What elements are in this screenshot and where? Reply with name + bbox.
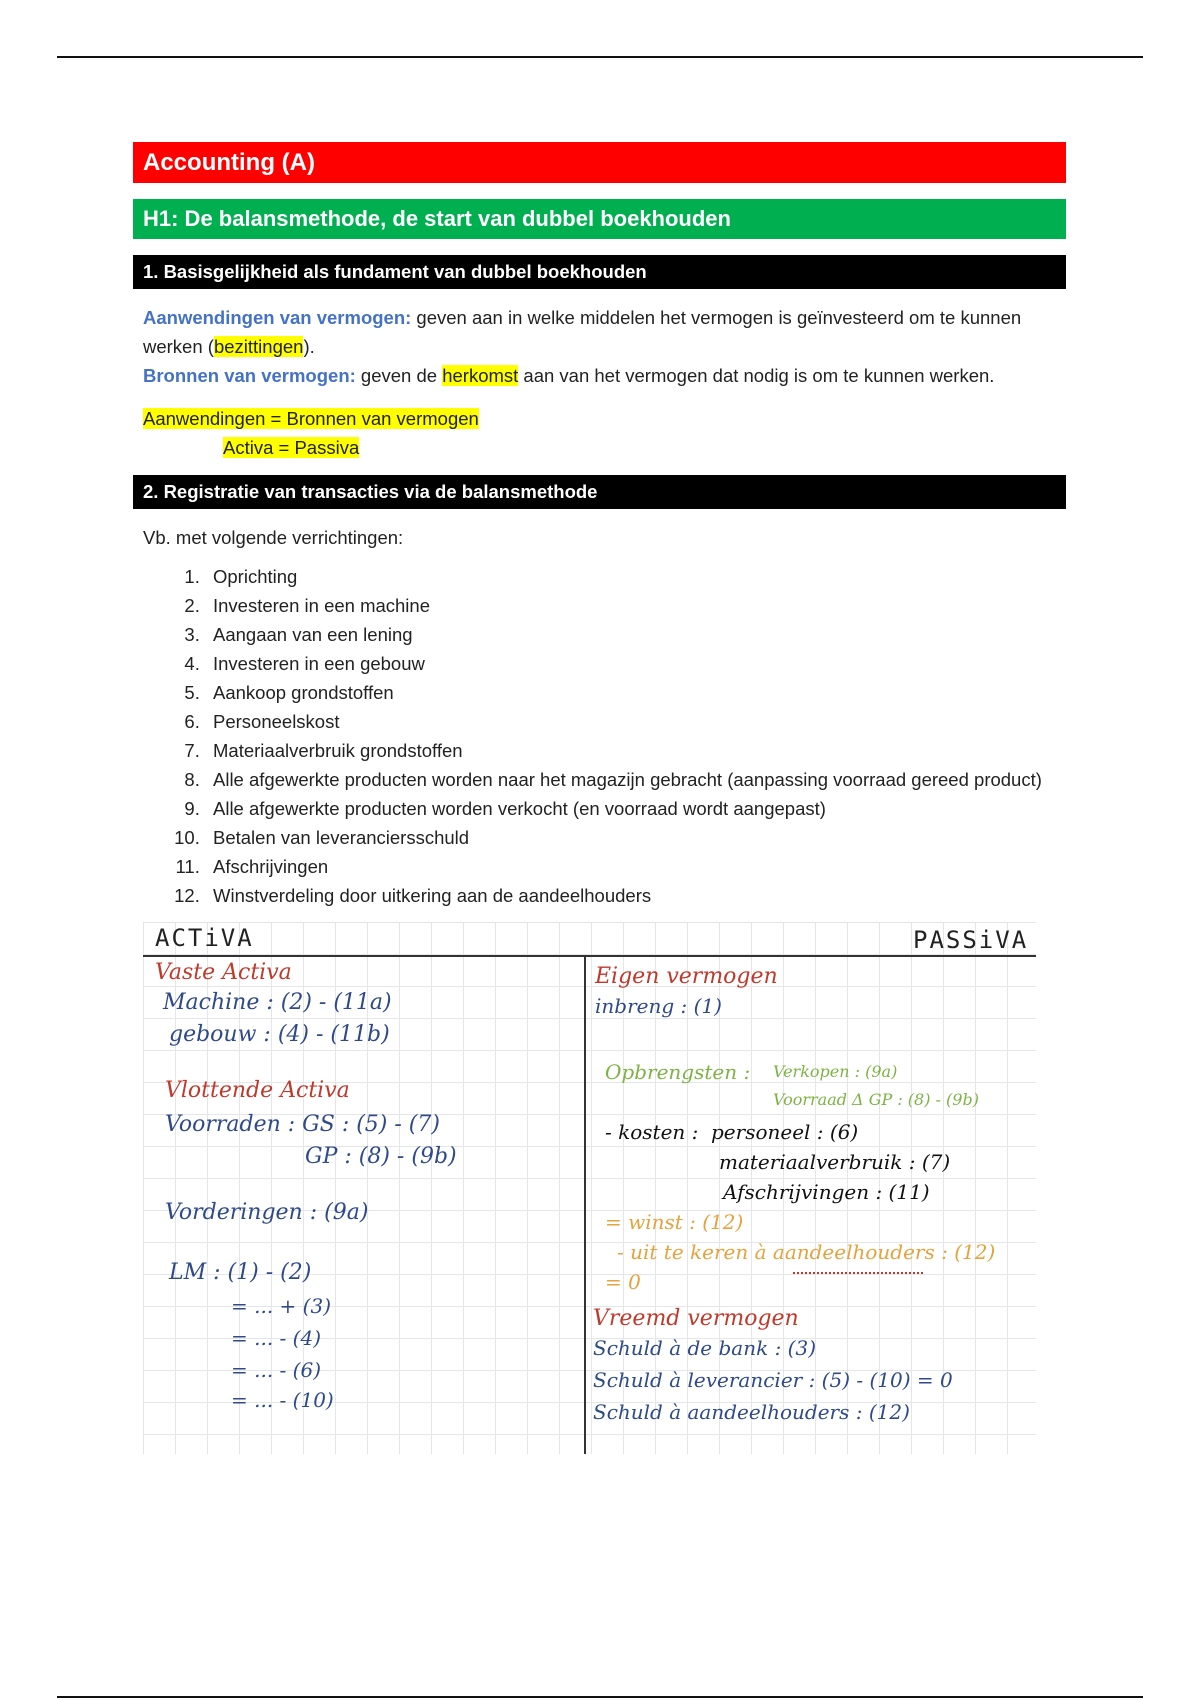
equation-activa-passiva: Activa = Passiva — [223, 437, 360, 458]
lm-line-5: = ... - (10) — [231, 1388, 334, 1412]
vaste-activa-label: Vaste Activa — [155, 960, 292, 985]
list-item: 9. Alle afgewerkte producten worden verkocht (en voorraad wordt aangepast) — [205, 794, 1066, 823]
dotted-underline — [793, 1272, 923, 1274]
equation-line-1 — [133, 404, 1066, 433]
vlottende-activa-label: Vlottende Activa — [165, 1078, 350, 1103]
bronnen-text-a: geven de — [355, 365, 443, 386]
voorraden-gp-line: GP : (8) - (9b) — [305, 1144, 457, 1169]
lm-line-2: = ... + (3) — [231, 1294, 331, 1318]
list-item: 6. Personeelskost — [205, 707, 1066, 736]
document-title: Accounting (A) — [133, 142, 1066, 183]
list-item: 8. Alle afgewerkte producten worden naar het magazijn gebracht (aanpassing voorraad gereed product) — [205, 765, 1066, 794]
handwritten-balance-sheet — [143, 922, 1036, 1454]
operations-list — [133, 562, 1066, 910]
gebouw-line: gebouw : (4) - (11b) — [169, 1022, 390, 1047]
schuld-bank-line: Schuld à de bank : (3) — [593, 1336, 817, 1360]
bronnen-paragraph — [133, 361, 1066, 390]
list-item: 3. Aangaan van een lening — [205, 620, 1066, 649]
chapter-heading: H1: De balansmethode, de start van dubbel boekhouden — [133, 199, 1066, 239]
aanwendingen-text-a: geven aan in welke middelen het vermogen is geïnvesteerd om te kunnen werken ( — [143, 307, 1022, 357]
operations-intro: Vb. met volgende verrichtingen: — [143, 527, 404, 548]
vreemd-vermogen-label: Vreemd vermogen — [593, 1306, 799, 1331]
list-item: 4. Investeren in een gebouw — [205, 649, 1066, 678]
lm-line-4: = ... - (6) — [231, 1358, 321, 1382]
list-item: 1. Oprichting — [205, 562, 1066, 591]
winst-line: = winst : (12) — [605, 1210, 744, 1234]
list-item: 12. Winstverdeling door uitkering aan de aandeelhouders — [205, 881, 1066, 910]
nul-line: = 0 — [605, 1270, 641, 1294]
machine-line: Machine : (2) - (11a) — [163, 990, 392, 1015]
list-item: 11. Afschrijvingen — [205, 852, 1066, 881]
equation-aanwendingen: Aanwendingen = Bronnen van vermogen — [143, 408, 479, 429]
bronnen-term: Bronnen van vermogen: — [143, 365, 356, 386]
personeel-line: personeel : (6) — [711, 1120, 859, 1144]
voorraad-gp-line: Voorraad Δ GP : (8) - (9b) — [773, 1090, 979, 1109]
bronnen-highlight: herkomst — [442, 365, 519, 386]
vorderingen-line: Vorderingen : (9a) — [165, 1200, 369, 1225]
footer-rule — [57, 1696, 1143, 1698]
document-body — [133, 142, 1066, 1454]
bronnen-text-b: aan van het vermogen dat nodig is om te kunnen werken. — [518, 365, 995, 386]
lm-line-1: LM : (1) - (2) — [169, 1260, 312, 1285]
section-1-heading: 1. Basisgelijkheid als fundament van dubbel boekhouden — [133, 255, 1066, 289]
aanwendingen-term: Aanwendingen van vermogen: — [143, 307, 412, 328]
voorraden-gs-line: Voorraden : GS : (5) - (7) — [165, 1112, 440, 1137]
materiaalverbruik-line: materiaalverbruik : (7) — [719, 1150, 951, 1174]
inbreng-line: inbreng : (1) — [595, 994, 722, 1018]
lm-line-3: = ... - (4) — [231, 1326, 321, 1350]
activa-heading: ACTiVA — [155, 924, 254, 952]
aanwendingen-text-b: ). — [303, 336, 315, 357]
afschrijvingen-line: Afschrijvingen : (11) — [723, 1180, 930, 1204]
aanwendingen-highlight: bezittingen — [213, 336, 304, 357]
eigen-vermogen-label: Eigen vermogen — [595, 964, 778, 989]
aanwendingen-paragraph — [133, 303, 1066, 361]
opbrengsten-label: Opbrengsten : — [605, 1060, 751, 1084]
kosten-label: - kosten : — [605, 1120, 699, 1144]
equation-line-2 — [133, 433, 1066, 462]
header-rule — [57, 56, 1143, 58]
passiva-heading: PASSiVA — [913, 926, 1029, 954]
section-2-heading: 2. Registratie van transacties via de balansmethode — [133, 475, 1066, 509]
schuld-aandeelhouders-line: Schuld à aandeelhouders : (12) — [593, 1400, 910, 1424]
sheet-header-line — [143, 955, 1036, 957]
list-item: 10. Betalen van leveranciersschuld — [205, 823, 1066, 852]
list-item: 7. Materiaalverbruik grondstoffen — [205, 736, 1066, 765]
verkopen-line: Verkopen : (9a) — [773, 1062, 898, 1081]
sheet-center-line — [584, 955, 586, 1454]
list-item: 5. Aankoop grondstoffen — [205, 678, 1066, 707]
list-item: 2. Investeren in een machine — [205, 591, 1066, 620]
schuld-leverancier-line: Schuld à leverancier : (5) - (10) = 0 — [593, 1368, 953, 1392]
uit-te-keren-line: - uit te keren à aandeelhouders : (12) — [617, 1240, 996, 1264]
